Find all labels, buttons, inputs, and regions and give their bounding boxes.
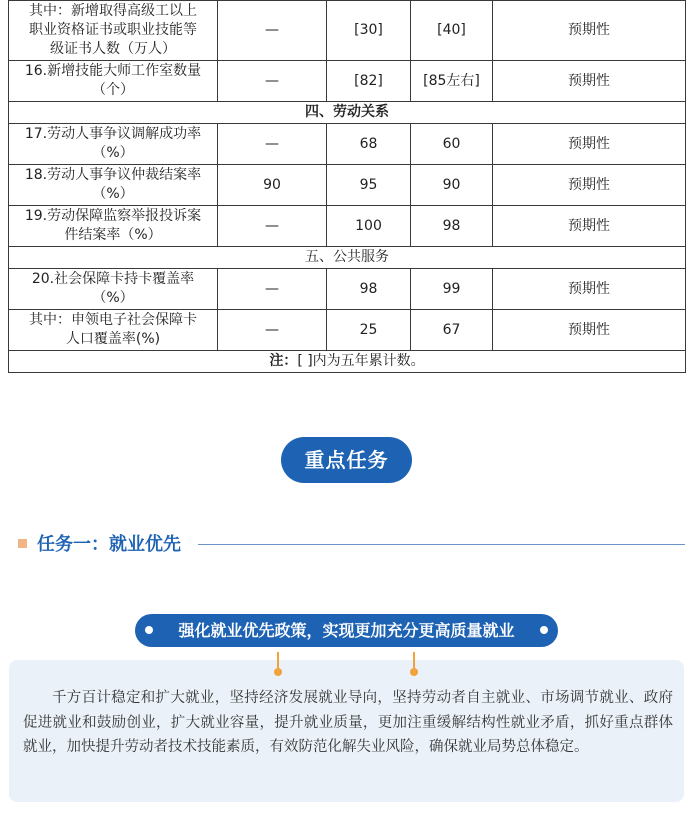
task-description-box xyxy=(9,660,684,802)
base-value: — xyxy=(218,61,327,102)
attribute-value: 预期性 xyxy=(493,206,686,247)
next-value: 98 xyxy=(411,206,493,247)
table-note xyxy=(9,351,686,373)
indicator-name xyxy=(9,165,218,206)
indicator-name-line: （个） xyxy=(92,82,134,98)
table-row xyxy=(9,310,686,351)
section-row xyxy=(9,247,686,269)
base-value: — xyxy=(218,269,327,310)
next-value: [85左右] xyxy=(411,61,493,102)
indicator-name xyxy=(9,124,218,165)
base-value: — xyxy=(218,124,327,165)
bullet-dot-icon xyxy=(145,626,153,634)
indicator-name-line: （%） xyxy=(92,145,134,161)
indicator-name-line: 件结案率（%） xyxy=(64,227,162,243)
right-connector-dot xyxy=(410,668,418,676)
section-label: 四、劳动关系 xyxy=(9,102,686,124)
target-value: [82] xyxy=(327,61,411,102)
next-value: 60 xyxy=(411,124,493,165)
attribute-value: 预期性 xyxy=(493,165,686,206)
indicator-name-line: 20.社会保障卡持卡覆盖率 xyxy=(31,271,195,287)
indicator-table xyxy=(8,0,686,373)
indicator-name xyxy=(9,269,218,310)
indicator-name-line: 18.劳动人事争议仲裁结案率 xyxy=(24,167,202,183)
indicator-name xyxy=(9,206,218,247)
note-text: [ ]内为五年累计数。 xyxy=(297,353,425,369)
next-value: 99 xyxy=(411,269,493,310)
indicator-name-line: 其中：申领电子社会保障卡 xyxy=(29,312,197,328)
next-value: 67 xyxy=(411,310,493,351)
target-value: [30] xyxy=(327,1,411,61)
bullet-dot-icon xyxy=(540,626,548,634)
task-description-paragraph: 千方百计稳定和扩大就业，坚持经济发展就业导向，坚持劳动者自主就业、市场调节就业、政府促进就业和鼓励创业，扩大就业容量，提升就业质量，更加注重缓解结构性就业矛盾，抓好重点群体就业，加快提升劳动者技术技能素质，有效防范化解失业风险，确保就业局势总体稳定。 xyxy=(23,690,673,755)
indicator-name-line: 17.劳动人事争议调解成功率 xyxy=(24,126,202,142)
table-row xyxy=(9,269,686,310)
attribute-value: 预期性 xyxy=(493,124,686,165)
indicator-name-line: 19.劳动保障监察举报投诉案 xyxy=(24,208,202,224)
section-label: 五、公共服务 xyxy=(9,247,686,269)
indicator-name-line: （%） xyxy=(92,186,134,202)
attribute-value: 预期性 xyxy=(493,61,686,102)
table-row xyxy=(9,61,686,102)
target-value: 95 xyxy=(327,165,411,206)
indicator-name-line: 级证书人数（万人） xyxy=(50,41,176,57)
table-row xyxy=(9,165,686,206)
target-value: 68 xyxy=(327,124,411,165)
target-value: 98 xyxy=(327,269,411,310)
task-one-header xyxy=(15,532,685,558)
note-row xyxy=(9,351,686,373)
base-value: — xyxy=(218,310,327,351)
target-value: 100 xyxy=(327,206,411,247)
indicator-name-line: 职业资格证书或职业技能等 xyxy=(29,22,197,38)
note-label: 注： xyxy=(269,353,298,369)
indicator-name-line: 人口覆盖率(%) xyxy=(65,331,161,347)
table-row xyxy=(9,206,686,247)
indicator-name xyxy=(9,310,218,351)
table-row xyxy=(9,124,686,165)
indicator-table-body xyxy=(9,1,686,373)
header-divider-line xyxy=(198,544,685,545)
indicator-name-line: 16.新增技能大师工作室数量 xyxy=(24,63,202,79)
attribute-value: 预期性 xyxy=(493,1,686,61)
indicator-name-line: 其中：新增取得高级工以上 xyxy=(29,3,197,19)
table-row xyxy=(9,1,686,61)
next-value: 90 xyxy=(411,165,493,206)
policy-banner-text: 强化就业优先政策，实现更加充分更高质量就业 xyxy=(178,621,515,640)
indicator-name xyxy=(9,61,218,102)
attribute-value: 预期性 xyxy=(493,310,686,351)
target-value: 25 xyxy=(327,310,411,351)
base-value: 90 xyxy=(218,165,327,206)
attribute-value: 预期性 xyxy=(493,269,686,310)
task-one-title: 任务一：就业优先 xyxy=(37,534,181,555)
key-tasks-heading: 重点任务 xyxy=(281,437,412,483)
left-connector-dot xyxy=(274,668,282,676)
next-value: [40] xyxy=(411,1,493,61)
indicator-name-line: （%） xyxy=(92,290,134,306)
square-marker-icon xyxy=(18,539,27,548)
indicator-name xyxy=(9,1,218,61)
base-value: — xyxy=(218,1,327,61)
policy-banner xyxy=(135,614,558,647)
base-value: — xyxy=(218,206,327,247)
section-row xyxy=(9,102,686,124)
